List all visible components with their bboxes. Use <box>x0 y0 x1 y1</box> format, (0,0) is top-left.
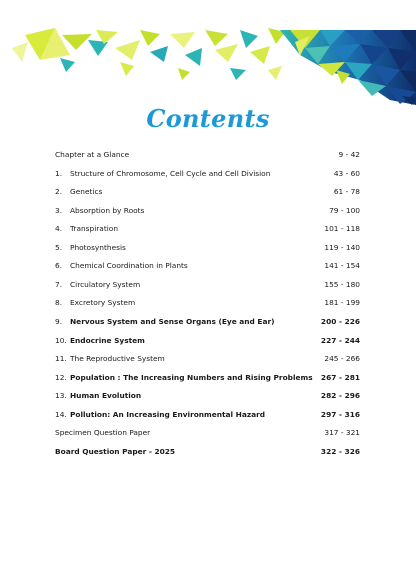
toc-entry-number: 4. <box>55 224 63 234</box>
toc-entry-pages: 282 - 296 <box>320 391 360 401</box>
toc-entry-number: 13. <box>55 391 67 401</box>
toc-entry-title: Board Question Paper - 2025 <box>55 446 176 456</box>
toc-entry-number: 14. <box>55 409 67 419</box>
toc-entry-number: 8. <box>55 298 63 308</box>
toc-entry <box>55 315 360 328</box>
toc-entry-title: Structure of Chromosome, Cell Cycle and Cell Division <box>70 168 271 178</box>
toc-entry-title: Chemical Coordination in Plants <box>70 261 188 271</box>
toc-entry-title: Circulatory System <box>70 279 141 289</box>
page-title: Contents <box>146 104 270 133</box>
toc-entry-title: Excretory System <box>70 298 136 308</box>
toc-entry-title: Population : The Increasing Numbers and Rising Problems <box>70 372 313 382</box>
toc-entry-pages: 9 - 42 <box>338 150 360 159</box>
toc-entry-pages: 317 - 321 <box>324 428 360 438</box>
toc-entry-number: 6. <box>55 261 63 271</box>
toc-entry-title: Photosynthesis <box>70 242 126 252</box>
toc-entry-pages: 43 - 60 <box>333 168 360 178</box>
toc-entry-title: Genetics <box>70 187 103 197</box>
toc-entry-title: Nervous System and Sense Organs (Eye and Ear) <box>70 316 275 326</box>
toc-entry-pages: 79 - 100 <box>329 205 360 215</box>
toc-entry-number: 5. <box>55 242 63 252</box>
toc-entry <box>55 148 360 161</box>
toc-entry-pages: 227 - 244 <box>320 335 360 345</box>
toc-entry-number: 7. <box>55 279 63 289</box>
toc-entry-title: Endocrine System <box>70 335 145 345</box>
toc-entry-number: 2. <box>55 187 63 197</box>
toc-entry <box>55 352 360 365</box>
toc-entry-pages: 200 - 226 <box>320 316 360 326</box>
toc-entry <box>55 408 360 421</box>
toc-entry-pages: 61 - 78 <box>333 187 360 197</box>
toc-entry-number: 10. <box>55 335 67 345</box>
toc-entry <box>55 241 360 254</box>
toc-entry-pages: 322 - 326 <box>320 446 360 456</box>
toc-entry <box>55 185 360 198</box>
toc-entry-title: Pollution: An Increasing Environmental Hazard <box>70 409 266 419</box>
toc-entry <box>55 389 360 402</box>
toc-entry-pages: 141 - 154 <box>324 261 360 271</box>
toc-entry <box>55 426 360 439</box>
toc-entry-number: 3. <box>55 205 63 215</box>
toc-entry <box>55 334 360 347</box>
toc-entry-pages: 181 - 199 <box>324 298 360 308</box>
toc-entry <box>55 445 360 458</box>
toc-entry <box>55 167 360 180</box>
toc-entry <box>55 296 360 309</box>
toc-entry-pages: 101 - 118 <box>324 224 360 234</box>
toc-entry-title: Absorption by Roots <box>70 205 145 215</box>
toc-entry-pages: 297 - 316 <box>320 409 360 419</box>
toc-entry <box>55 278 360 291</box>
decorative-triangle-banner <box>0 0 416 105</box>
toc-entry <box>55 204 360 217</box>
toc-entry-pages: 119 - 140 <box>324 242 360 252</box>
toc-entry-number: 9. <box>55 316 63 326</box>
toc-entry-title: Chapter at a Glance <box>55 150 130 159</box>
toc-entry <box>55 222 360 235</box>
toc-entry-pages: 267 - 281 <box>320 372 360 382</box>
toc-entry-title: Human Evolution <box>70 391 142 401</box>
toc-entry-number: 12. <box>55 372 67 382</box>
toc-entry-title: Specimen Question Paper <box>55 428 151 438</box>
toc-entry <box>55 259 360 272</box>
toc-entry <box>55 371 360 384</box>
toc-entry-title: Transpiration <box>70 224 118 234</box>
toc-entry-number: 1. <box>55 168 63 178</box>
toc-entry-pages: 155 - 180 <box>324 279 360 289</box>
toc-entry-pages: 245 - 266 <box>324 354 360 364</box>
toc-entry-number: 11. <box>55 354 67 364</box>
toc-entry-title: The Reproductive System <box>70 354 165 364</box>
